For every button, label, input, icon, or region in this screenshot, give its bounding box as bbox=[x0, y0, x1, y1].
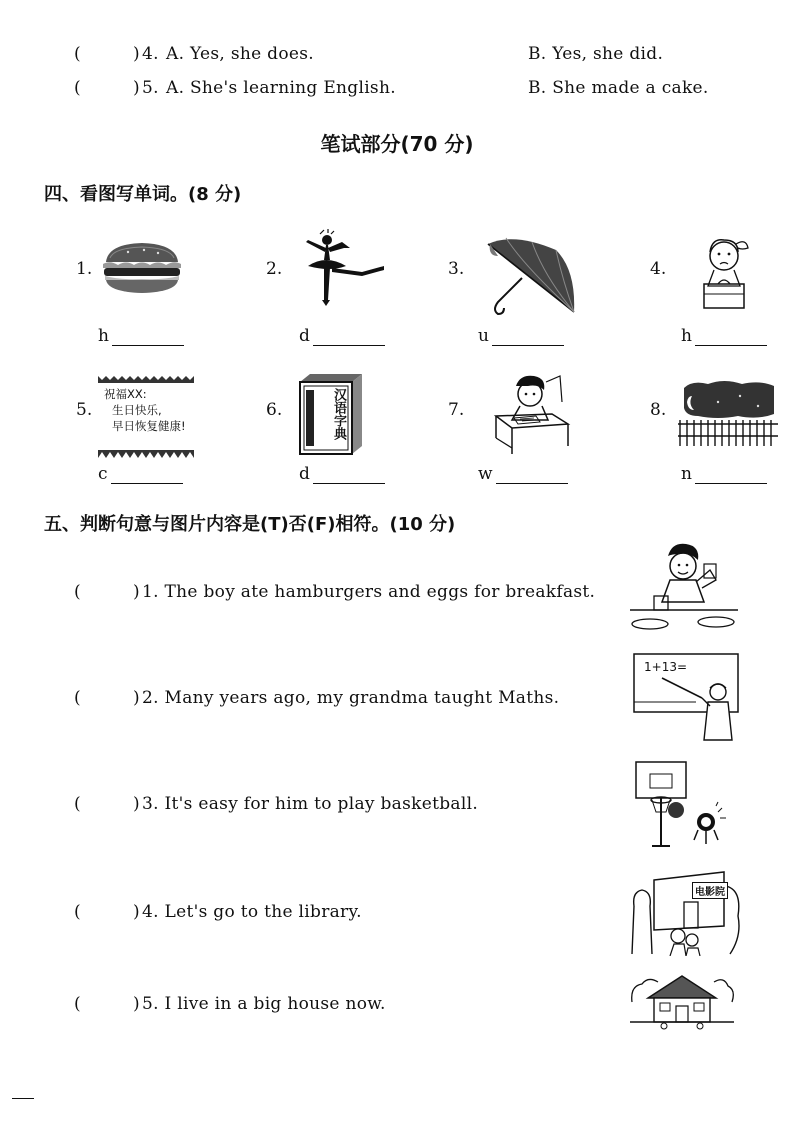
answer-paren-close: ) bbox=[133, 994, 140, 1014]
teacher-blackboard-icon bbox=[632, 652, 742, 744]
hint-letter: u bbox=[478, 326, 489, 346]
dancer-icon bbox=[300, 226, 386, 312]
writing-boy-icon bbox=[482, 372, 574, 458]
answer-paren-open: ( bbox=[74, 44, 81, 64]
card-line: 祝福XX: bbox=[104, 387, 147, 401]
hint-letter: h bbox=[98, 326, 109, 346]
statement-3: 3. It's easy for him to play basketball. bbox=[142, 794, 479, 814]
answer-paren-open: ( bbox=[74, 582, 81, 602]
hint-letter: d bbox=[299, 464, 310, 484]
option-b: B. She made a cake. bbox=[528, 78, 709, 98]
card-line: 生日快乐, bbox=[112, 403, 162, 417]
answer-paren-open: ( bbox=[74, 78, 81, 98]
statement-1: 1. The boy ate hamburgers and eggs for breakfast. bbox=[142, 582, 596, 602]
item-number: 8. bbox=[650, 400, 667, 420]
option-a: A. She's learning English. bbox=[166, 78, 396, 98]
answer-blank-6[interactable] bbox=[299, 464, 385, 484]
book-title: 汉语字典 bbox=[331, 388, 346, 440]
write-line[interactable] bbox=[112, 329, 184, 346]
write-line[interactable] bbox=[695, 467, 767, 484]
hamburger-icon bbox=[100, 240, 184, 296]
write-line[interactable] bbox=[695, 329, 767, 346]
cinema-scene-shape-icon bbox=[630, 866, 742, 956]
page-footer-rule bbox=[12, 1098, 34, 1099]
statement-2: 2. Many years ago, my grandma taught Maths. bbox=[142, 688, 560, 708]
answer-paren-close: ) bbox=[133, 582, 140, 602]
section-4-title: 四、看图写单词。(8 分) bbox=[44, 184, 242, 205]
write-line[interactable] bbox=[313, 467, 385, 484]
hint-letter: d bbox=[299, 326, 310, 346]
answer-paren-close: ) bbox=[133, 78, 140, 98]
write-line[interactable] bbox=[496, 467, 568, 484]
answer-blank-4[interactable] bbox=[681, 326, 767, 346]
option-a: A. Yes, she does. bbox=[166, 44, 314, 64]
house-icon bbox=[630, 972, 734, 1030]
question-number: 4. bbox=[142, 44, 159, 64]
item-number: 5. bbox=[76, 400, 93, 420]
hint-letter: w bbox=[478, 464, 493, 484]
answer-paren-close: ) bbox=[133, 794, 140, 814]
option-b: B. Yes, she did. bbox=[528, 44, 664, 64]
hint-letter: c bbox=[98, 464, 108, 484]
answer-blank-5[interactable] bbox=[98, 464, 183, 484]
dictionary-icon bbox=[296, 372, 366, 456]
answer-paren-open: ( bbox=[74, 794, 81, 814]
answer-paren-close: ) bbox=[133, 902, 140, 922]
answer-paren-close: ) bbox=[133, 688, 140, 708]
item-number: 3. bbox=[448, 259, 465, 279]
cinema-icon bbox=[630, 866, 742, 956]
answer-blank-8[interactable] bbox=[681, 464, 767, 484]
basketball-icon bbox=[634, 760, 730, 850]
item-number: 7. bbox=[448, 400, 465, 420]
item-number: 4. bbox=[650, 259, 667, 279]
greeting-card-icon bbox=[98, 374, 194, 460]
answer-paren-open: ( bbox=[74, 994, 81, 1014]
write-line[interactable] bbox=[492, 329, 564, 346]
written-part-title: 笔试部分(70 分) bbox=[320, 132, 474, 156]
board-text: 1+13= bbox=[644, 660, 688, 674]
answer-paren-open: ( bbox=[74, 902, 81, 922]
answer-blank-2[interactable] bbox=[299, 326, 385, 346]
write-line[interactable] bbox=[111, 467, 183, 484]
night-sky-icon bbox=[678, 378, 778, 448]
question-number: 5. bbox=[142, 78, 159, 98]
answer-blank-1[interactable] bbox=[98, 326, 184, 346]
hint-letter: h bbox=[681, 326, 692, 346]
card-line: 早日恢复健康! bbox=[112, 419, 186, 433]
item-number: 6. bbox=[266, 400, 283, 420]
statement-5: 5. I live in a big house now. bbox=[142, 994, 386, 1014]
answer-paren-close: ) bbox=[133, 44, 140, 64]
sign-text: 电影院 bbox=[692, 882, 728, 899]
hint-letter: n bbox=[681, 464, 692, 484]
homesick-girl-icon bbox=[690, 234, 764, 314]
item-number: 1. bbox=[76, 259, 93, 279]
section-5-title: 五、判断句意与图片内容是(T)否(F)相符。(10 分) bbox=[44, 514, 456, 535]
statement-4: 4. Let's go to the library. bbox=[142, 902, 362, 922]
umbrella-icon bbox=[484, 236, 580, 316]
write-line[interactable] bbox=[313, 329, 385, 346]
answer-blank-7[interactable] bbox=[478, 464, 568, 484]
boy-breakfast-icon bbox=[628, 540, 740, 636]
item-number: 2. bbox=[266, 259, 283, 279]
answer-paren-open: ( bbox=[74, 688, 81, 708]
answer-blank-3[interactable] bbox=[478, 326, 564, 346]
